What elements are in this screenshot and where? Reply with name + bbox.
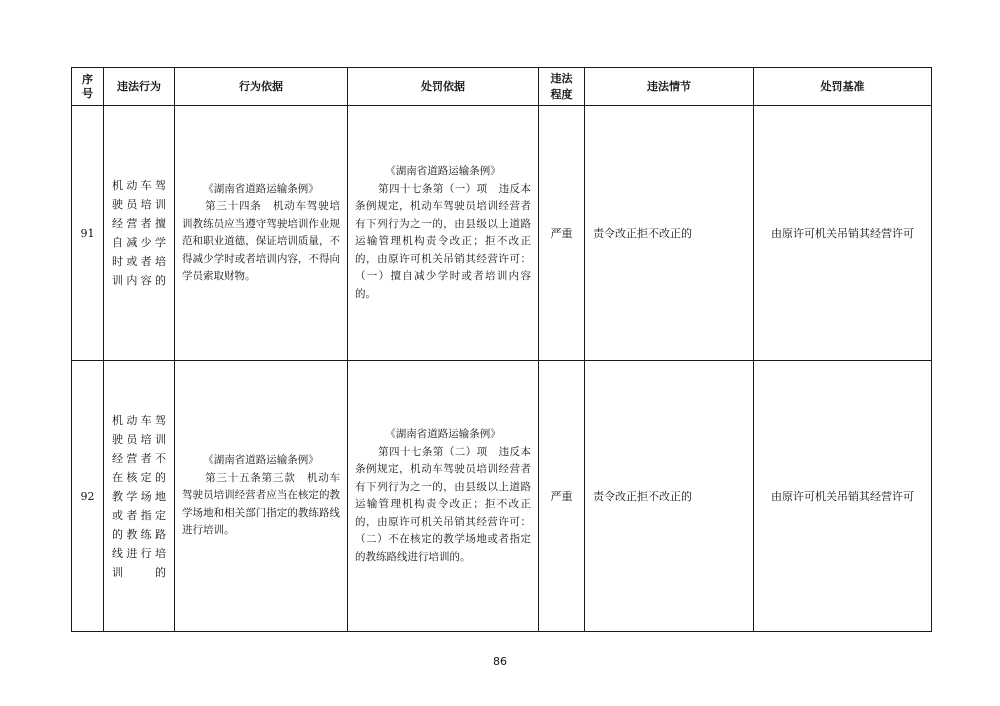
row-violation: 机动车驾驶员培训经营者不在核定的教学场地或者指定的教练路线进行培训的 <box>104 361 175 632</box>
conduct-basis-text: 第三十五条第三款 机动车驾驶员培训经营者应当在核定的教学场地和相关部门指定的教练路线进行培训。 <box>182 471 340 537</box>
row-penalty-basis <box>348 106 539 361</box>
row-penalty-basis <box>348 361 539 632</box>
conduct-basis-title: 《湖南省道路运输条例》 <box>203 182 319 195</box>
table-row <box>72 361 932 632</box>
header-violation: 违法行为 <box>104 68 175 106</box>
header-penalty-standard: 处罚基准 <box>754 68 932 106</box>
header-violation-degree: 违法程度 <box>539 68 585 106</box>
table-row <box>72 106 932 361</box>
row-circumstance: 责令改正拒不改正的 <box>585 106 754 361</box>
row-penalty-standard: 由原许可机关吊销其经营许可 <box>754 361 932 632</box>
row-conduct-basis <box>175 361 348 632</box>
row-violation-degree: 严重 <box>539 106 585 361</box>
row-conduct-basis <box>175 106 348 361</box>
penalty-standard-table <box>71 67 932 632</box>
penalty-basis-text: 第四十七条第（二）项 违反本条例规定，机动车驾驶员培训经营者有下列行为之一的，由县级以上道路运输管理机构责令改正；拒不改正的，由原许可机关吊销其经营许可：（二）不在核定的教学场地或者指定的教练路线进行培训的。 <box>355 445 531 563</box>
page-number: 86 <box>493 655 507 668</box>
header-conduct-basis: 行为依据 <box>175 68 348 106</box>
penalty-basis-title: 《湖南省道路运输条例》 <box>385 165 501 177</box>
penalty-basis-title: 《湖南省道路运输条例》 <box>385 428 501 440</box>
row-violation: 机动车驾驶员培训经营者擅自减少学时或者培训内容的 <box>104 106 175 361</box>
penalty-basis-text: 第四十七条第（一）项 违反本条例规定，机动车驾驶员培训经营者有下列行为之一的，由县级以上道路运输管理机构责令改正；拒不改正的，由原许可机关吊销其经营许可：（一）擅自减少学时或者培训内容的。 <box>355 182 531 300</box>
row-penalty-standard: 由原许可机关吊销其经营许可 <box>754 106 932 361</box>
row-circumstance: 责令改正拒不改正的 <box>585 361 754 632</box>
table-header-row <box>72 68 932 106</box>
conduct-basis-title: 《湖南省道路运输条例》 <box>203 454 319 467</box>
header-penalty-basis: 处罚依据 <box>348 68 539 106</box>
header-serial-number: 序号 <box>72 68 104 106</box>
conduct-basis-text: 第三十四条 机动车驾驶培训教练员应当遵守驾驶培训作业规范和职业道德，保证培训质量，不得减少学时或者培训内容，不得向学员索取财物。 <box>182 200 340 282</box>
row-violation-degree: 严重 <box>539 361 585 632</box>
header-circumstance: 违法情节 <box>585 68 754 106</box>
row-serial-number: 91 <box>72 106 104 361</box>
row-serial-number: 92 <box>72 361 104 632</box>
